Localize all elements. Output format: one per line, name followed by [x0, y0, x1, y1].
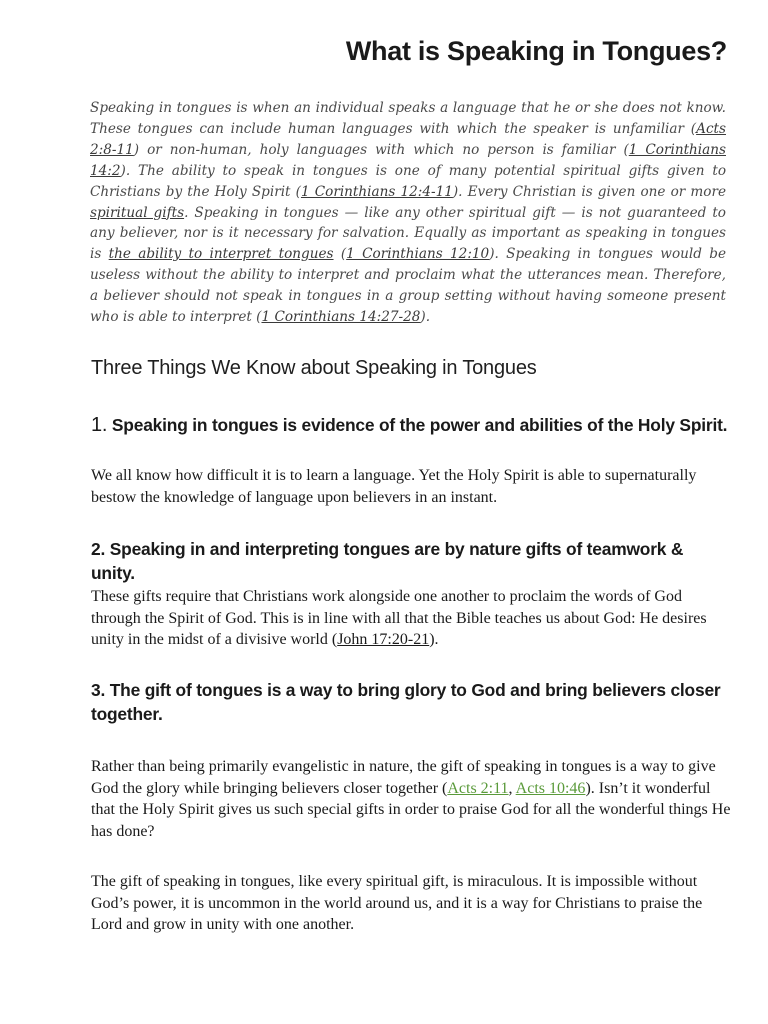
link-1-corinthians-14-27-28[interactable]: 1 Corinthians 14:27-28: [261, 309, 421, 326]
point-2-heading: 2. Speaking in and interpreting tongues are by nature gifts of teamwork & unity.: [91, 539, 684, 583]
point-3-heading: 3. The gift of tongues is a way to bring glory to God and bring believers closer together.: [91, 680, 721, 724]
link-1-corinthians-14-2[interactable]: 1 Corinthians 14:2: [90, 141, 726, 179]
link-1-corinthians-12-10[interactable]: 1 Corinthians 12:10: [346, 246, 490, 263]
link-john-17-20-21[interactable]: John 17:20-21: [337, 631, 430, 648]
link-1-corinthians-12-4-11[interactable]: 1 Corinthians 12:4-11: [300, 183, 453, 200]
page-title: What is Speaking in Tongues?: [345, 36, 727, 66]
intro-paragraph: Speaking in tongues is when an individual speaks a language that he or she does not know. These tongues can include human languages with which the speaker is unfamiliar (Acts 2:8-11) or non-human, holy languages with which no person is familiar (1 Corinthians 14:2). The ability to speak in tongues is one of many potential spiritual gifts given to Christians by the Holy Spirit (1 Corinthians 12:4-11). Every Christian is given one or more spiritual gifts. Speaking in tongues — like any other spiritual gift — is not guaranteed to any believer, nor is it necessary for salvation. Equally as important as speaking in tongues is the ability to interpret tongues (1 Corinthians 12:10). Speaking in tongues would be useless without the ability to interpret and proclaim what the utterances mean. Therefore, a believer should not speak in tongues in a group setting without having someone present who is able to interpret (1 Corinthians 14:27-28).: [90, 100, 727, 326]
point-1-body: We all know how difficult it is to learn a language. Yet the Holy Spirit is able to supernaturally bestow the knowledge of language upon believers in an instant.: [91, 467, 697, 506]
section-subheading: Three Things We Know about Speaking in Tongues: [91, 357, 537, 379]
link-spiritual-gifts[interactable]: spiritual gifts: [90, 204, 185, 221]
link-acts-2-8-11[interactable]: Acts 2:8-11: [90, 120, 726, 158]
paragraph-glory: Rather than being primarily evangelistic in nature, the gift of speaking in tongues is a way to give God the glory while bringing believers closer together (Acts 2:11, Acts 10:46). Isn’t it wonderful that the Holy Spirit gives us such special gifts in order to praise God for all the wonderful things He has done?: [91, 758, 731, 840]
point-1-heading: 1. Speaking in tongues is evidence of the power and abilities of the Holy Spirit.: [91, 414, 728, 436]
point-2-number: 2.: [91, 539, 106, 559]
paragraph-conclusion: The gift of speaking in tongues, like every spiritual gift, is miraculous. It is impossible without God’s power, it is uncommon in the world around us, and it is a way for Christians to praise the Lord and grow in unity with one another.: [91, 873, 703, 933]
point-1-number: 1.: [91, 414, 108, 436]
point-2-body: These gifts require that Christians work alongside one another to proclaim the words of God through the Spirit of God. This is in line with all that the Bible teaches us about God: He desires unity in the midst of a divisive world (John 17:20-21).: [91, 588, 707, 648]
point-3-number: 3.: [91, 680, 106, 700]
link-acts-2-11[interactable]: Acts 2:11: [447, 779, 509, 797]
link-acts-10-46[interactable]: Acts 10:46: [515, 779, 586, 797]
link-interpret-tongues[interactable]: the ability to interpret tongues: [108, 246, 334, 263]
